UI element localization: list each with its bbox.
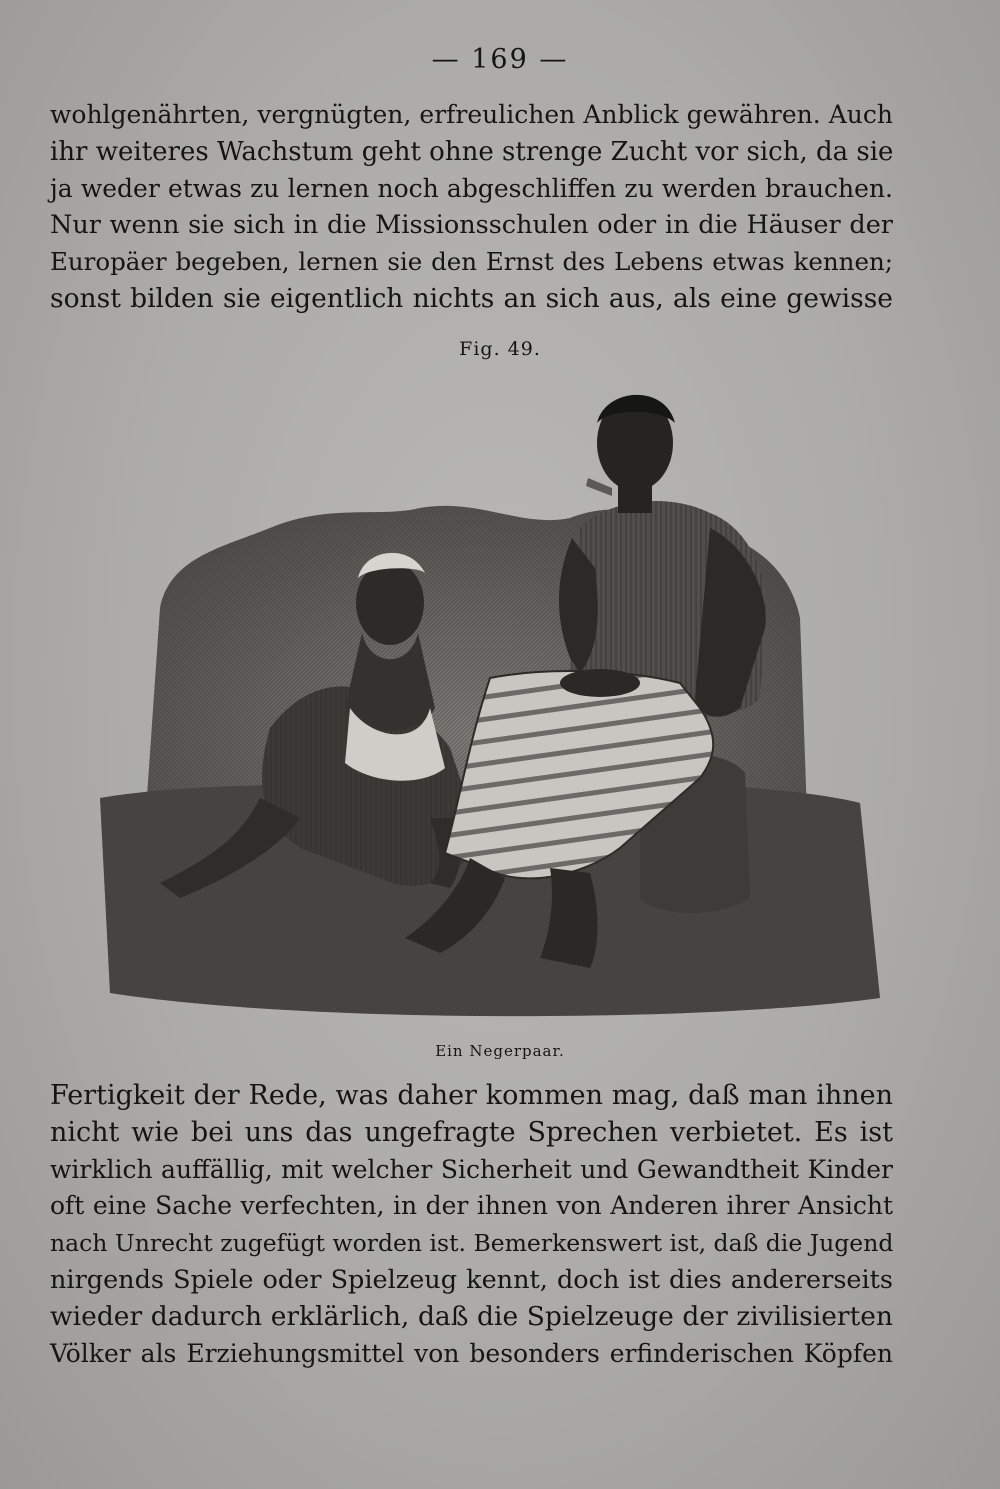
text-line: ihr weiteres Wachstum geht ohne strenge Zucht vor sich, da sie [50,136,894,167]
text-line: Nur wenn sie sich in die Missionsschulen oder in die Häuser der [50,210,893,241]
engraving-illustration [100,378,910,1028]
text-line: Europäer begeben, lernen sie den Ernst des Lebens etwas kennen; [50,247,893,277]
text-line: nach Unrecht zugefügt worden ist. Bemerkenswert ist, daß die Jugend [50,1229,894,1258]
figure-caption: Ein Negerpaar. [435,1042,565,1060]
text-line: sonst bilden sie eigentlich nichts an sich aus, als eine gewisse [50,282,893,314]
text-line: wieder dadurch erklärlich, daß die Spielzeuge der zivilisierten [50,1300,893,1332]
text-line: Völker als Erziehungsmittel von besonders erfinderischen Köpfen [50,1338,893,1368]
page-number: — 169 — [431,44,569,75]
text-line: wohlgenährten, vergnügten, erfreulichen Anblick gewähren. Auch [50,100,893,129]
text-line: nirgends Spiele oder Spielzeug kennt, doch ist dies andererseits [50,1264,893,1295]
figure-label: Fig. 49. [459,338,541,360]
text-line: oft eine Sache verfechten, in der ihnen von Anderen ihrer Ansicht [50,1191,893,1221]
bottom-paragraph [50,1078,893,1372]
text-line: nicht wie bei uns das ungefragte Sprechen verbietet. Es ist [50,1116,893,1148]
top-paragraph [50,97,893,318]
text-line: Fertigkeit der Rede, was daher kommen mag, daß man ihnen [50,1080,893,1111]
text-line: wirklich auffällig, mit welcher Sicherheit und Gewandtheit Kinder [50,1154,893,1184]
text-line: ja weder etwas zu lernen noch abgeschliffen zu werden brauchen. [50,173,893,203]
